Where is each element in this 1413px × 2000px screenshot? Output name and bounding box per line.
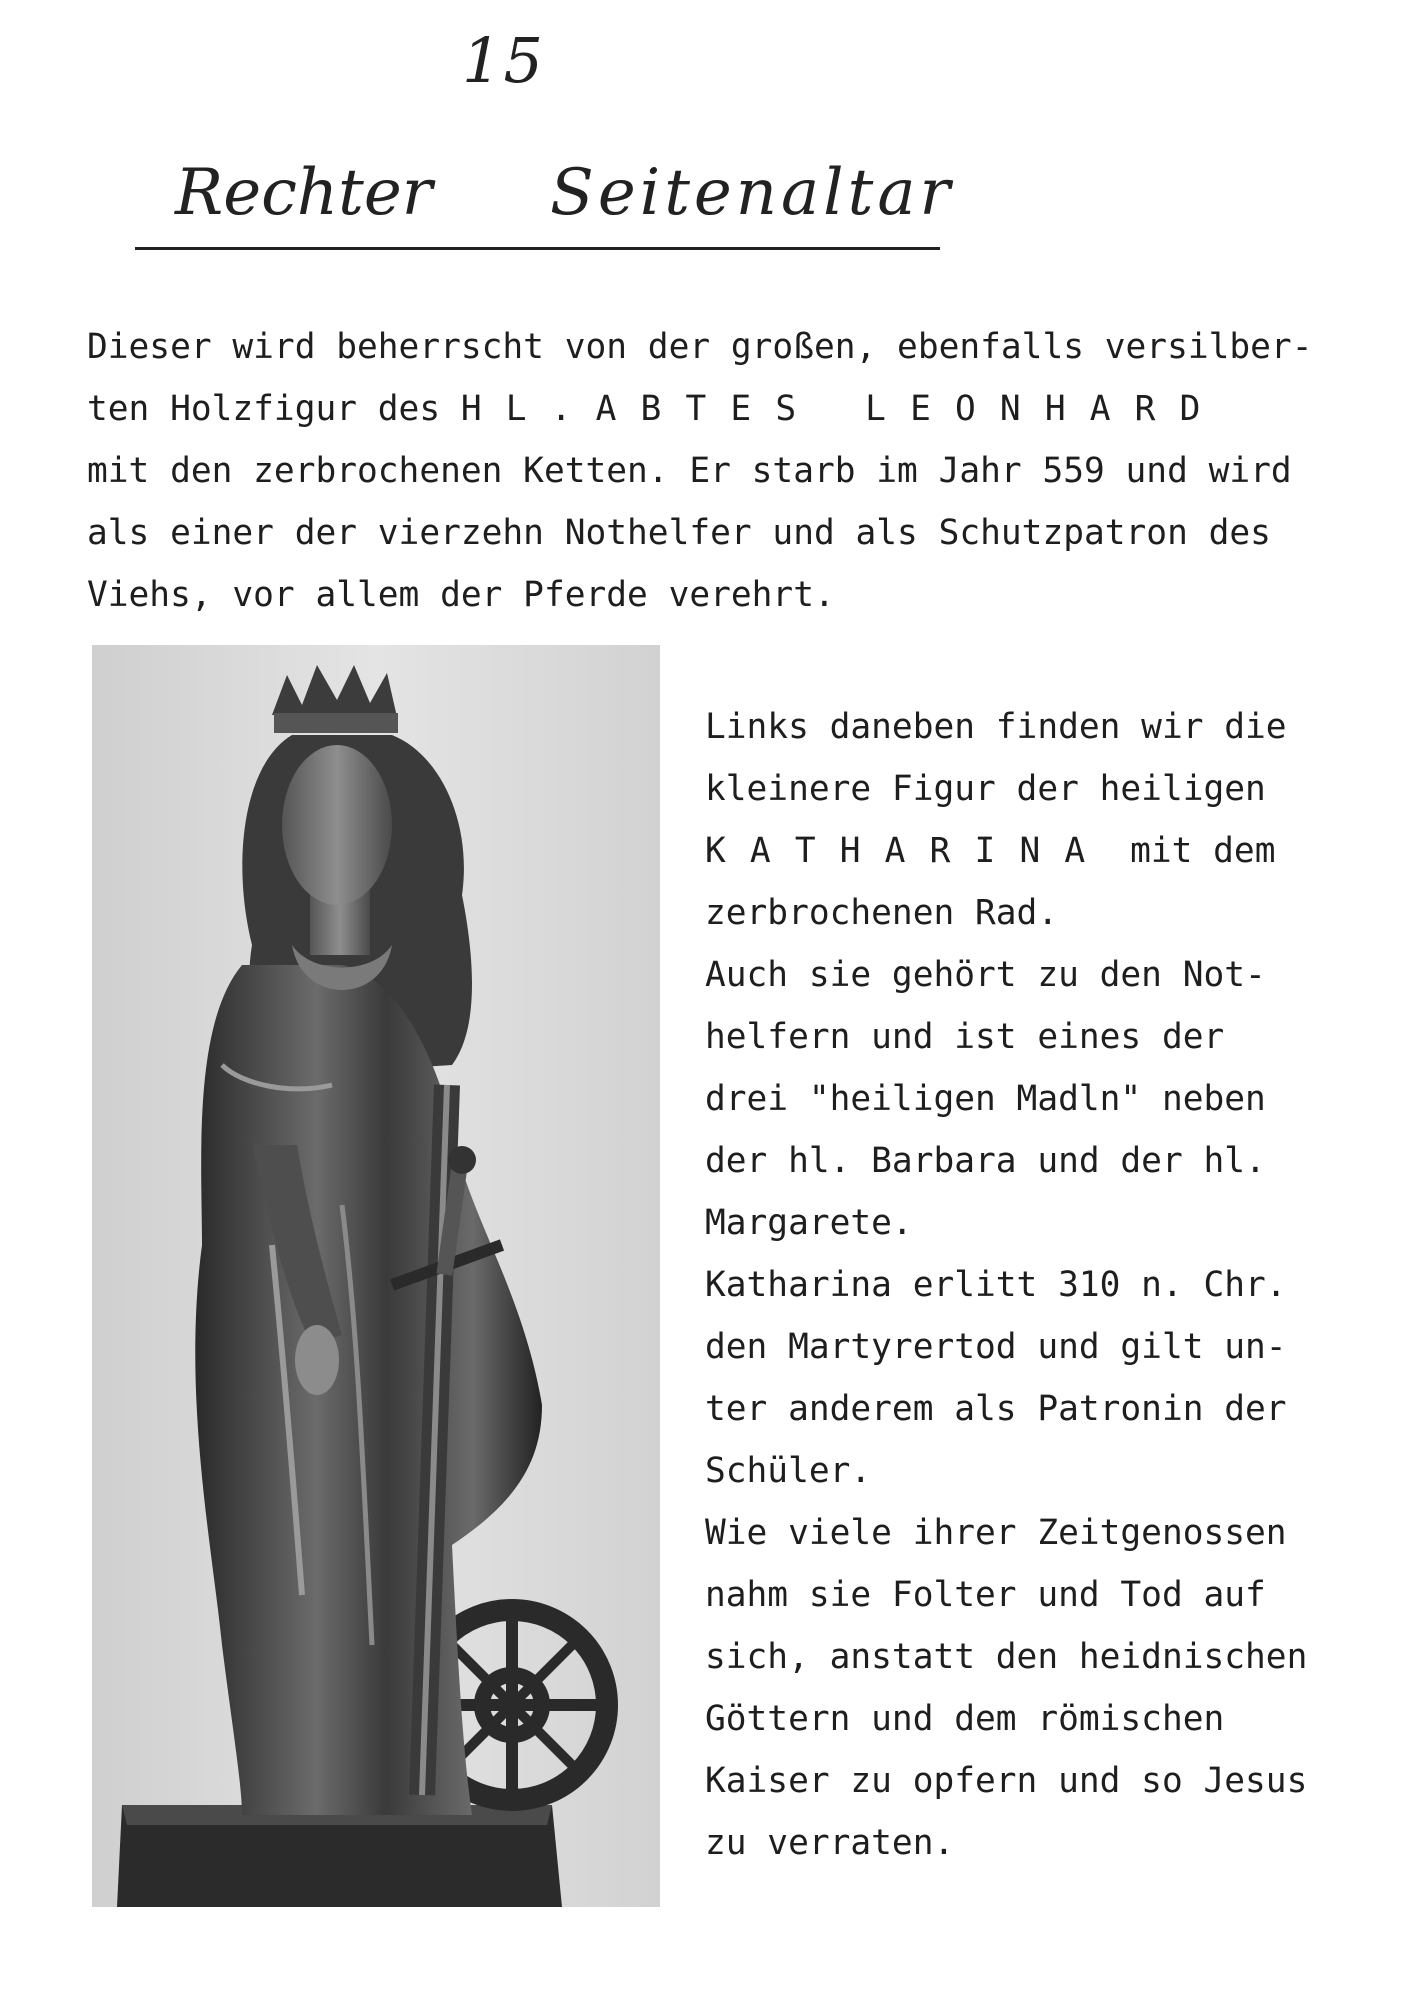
side-line: Links daneben finden wir die bbox=[705, 707, 1287, 747]
intro-paragraph bbox=[87, 316, 1347, 626]
side-line: Schüler. bbox=[705, 1451, 872, 1491]
heading-word-seitenaltar: Seitenaltar bbox=[550, 156, 955, 230]
heading-word-rechter: Rechter bbox=[175, 156, 433, 230]
side-line: Kaiser zu opfern und so Jesus bbox=[705, 1761, 1308, 1801]
side-line: drei "heiligen Madln" neben bbox=[705, 1079, 1266, 1119]
side-line: Katharina erlitt 310 n. Chr. bbox=[705, 1265, 1287, 1305]
side-line: ter anderem als Patronin der bbox=[705, 1389, 1287, 1429]
intro-line: als einer der vierzehn Nothelfer und als Schutzpatron des bbox=[87, 513, 1271, 553]
face bbox=[282, 745, 392, 905]
page-number: 15 bbox=[462, 24, 545, 97]
side-line bbox=[705, 820, 1345, 882]
side-line: Göttern und dem römischen bbox=[705, 1699, 1225, 1739]
intro-line: mit den zerbrochenen Ketten. Er starb im Jahr 559 und wird bbox=[87, 451, 1292, 491]
statue-illustration bbox=[92, 645, 660, 1907]
side-line: kleinere Figur der heiligen bbox=[705, 769, 1266, 809]
side-line: Auch sie gehört zu den Not- bbox=[705, 955, 1266, 995]
page-heading bbox=[135, 152, 955, 250]
saint-name-leonhard: HL.ABTES LEONHARD bbox=[460, 389, 1225, 429]
side-line: zerbrochenen Rad. bbox=[705, 893, 1059, 933]
intro-line bbox=[87, 378, 1347, 440]
intro-line: Dieser wird beherrscht von der großen, ebenfalls versilber- bbox=[87, 327, 1313, 367]
intro-line: Viehs, vor allem der Pferde verehrt. bbox=[87, 575, 835, 615]
side-line: helfern und ist eines der bbox=[705, 1017, 1225, 1057]
side-line-rest: mit dem bbox=[1109, 831, 1276, 871]
side-line: zu verraten. bbox=[705, 1823, 955, 1863]
photo-saint-katharina-statue bbox=[92, 645, 660, 1907]
intro-line-prefix: ten Holzfigur des bbox=[87, 389, 461, 429]
side-line: Wie viele ihrer Zeitgenossen bbox=[705, 1513, 1287, 1553]
side-paragraph bbox=[705, 696, 1345, 1874]
side-line: den Martyrertod und gilt un- bbox=[705, 1327, 1287, 1367]
side-line: der hl. Barbara und der hl. bbox=[705, 1141, 1266, 1181]
side-line: sich, anstatt den heidnischen bbox=[705, 1637, 1308, 1677]
saint-name-katharina: KATHARINA bbox=[705, 831, 1110, 871]
side-line: Margarete. bbox=[705, 1203, 913, 1243]
hand bbox=[295, 1325, 339, 1395]
side-line: nahm sie Folter und Tod auf bbox=[705, 1575, 1266, 1615]
